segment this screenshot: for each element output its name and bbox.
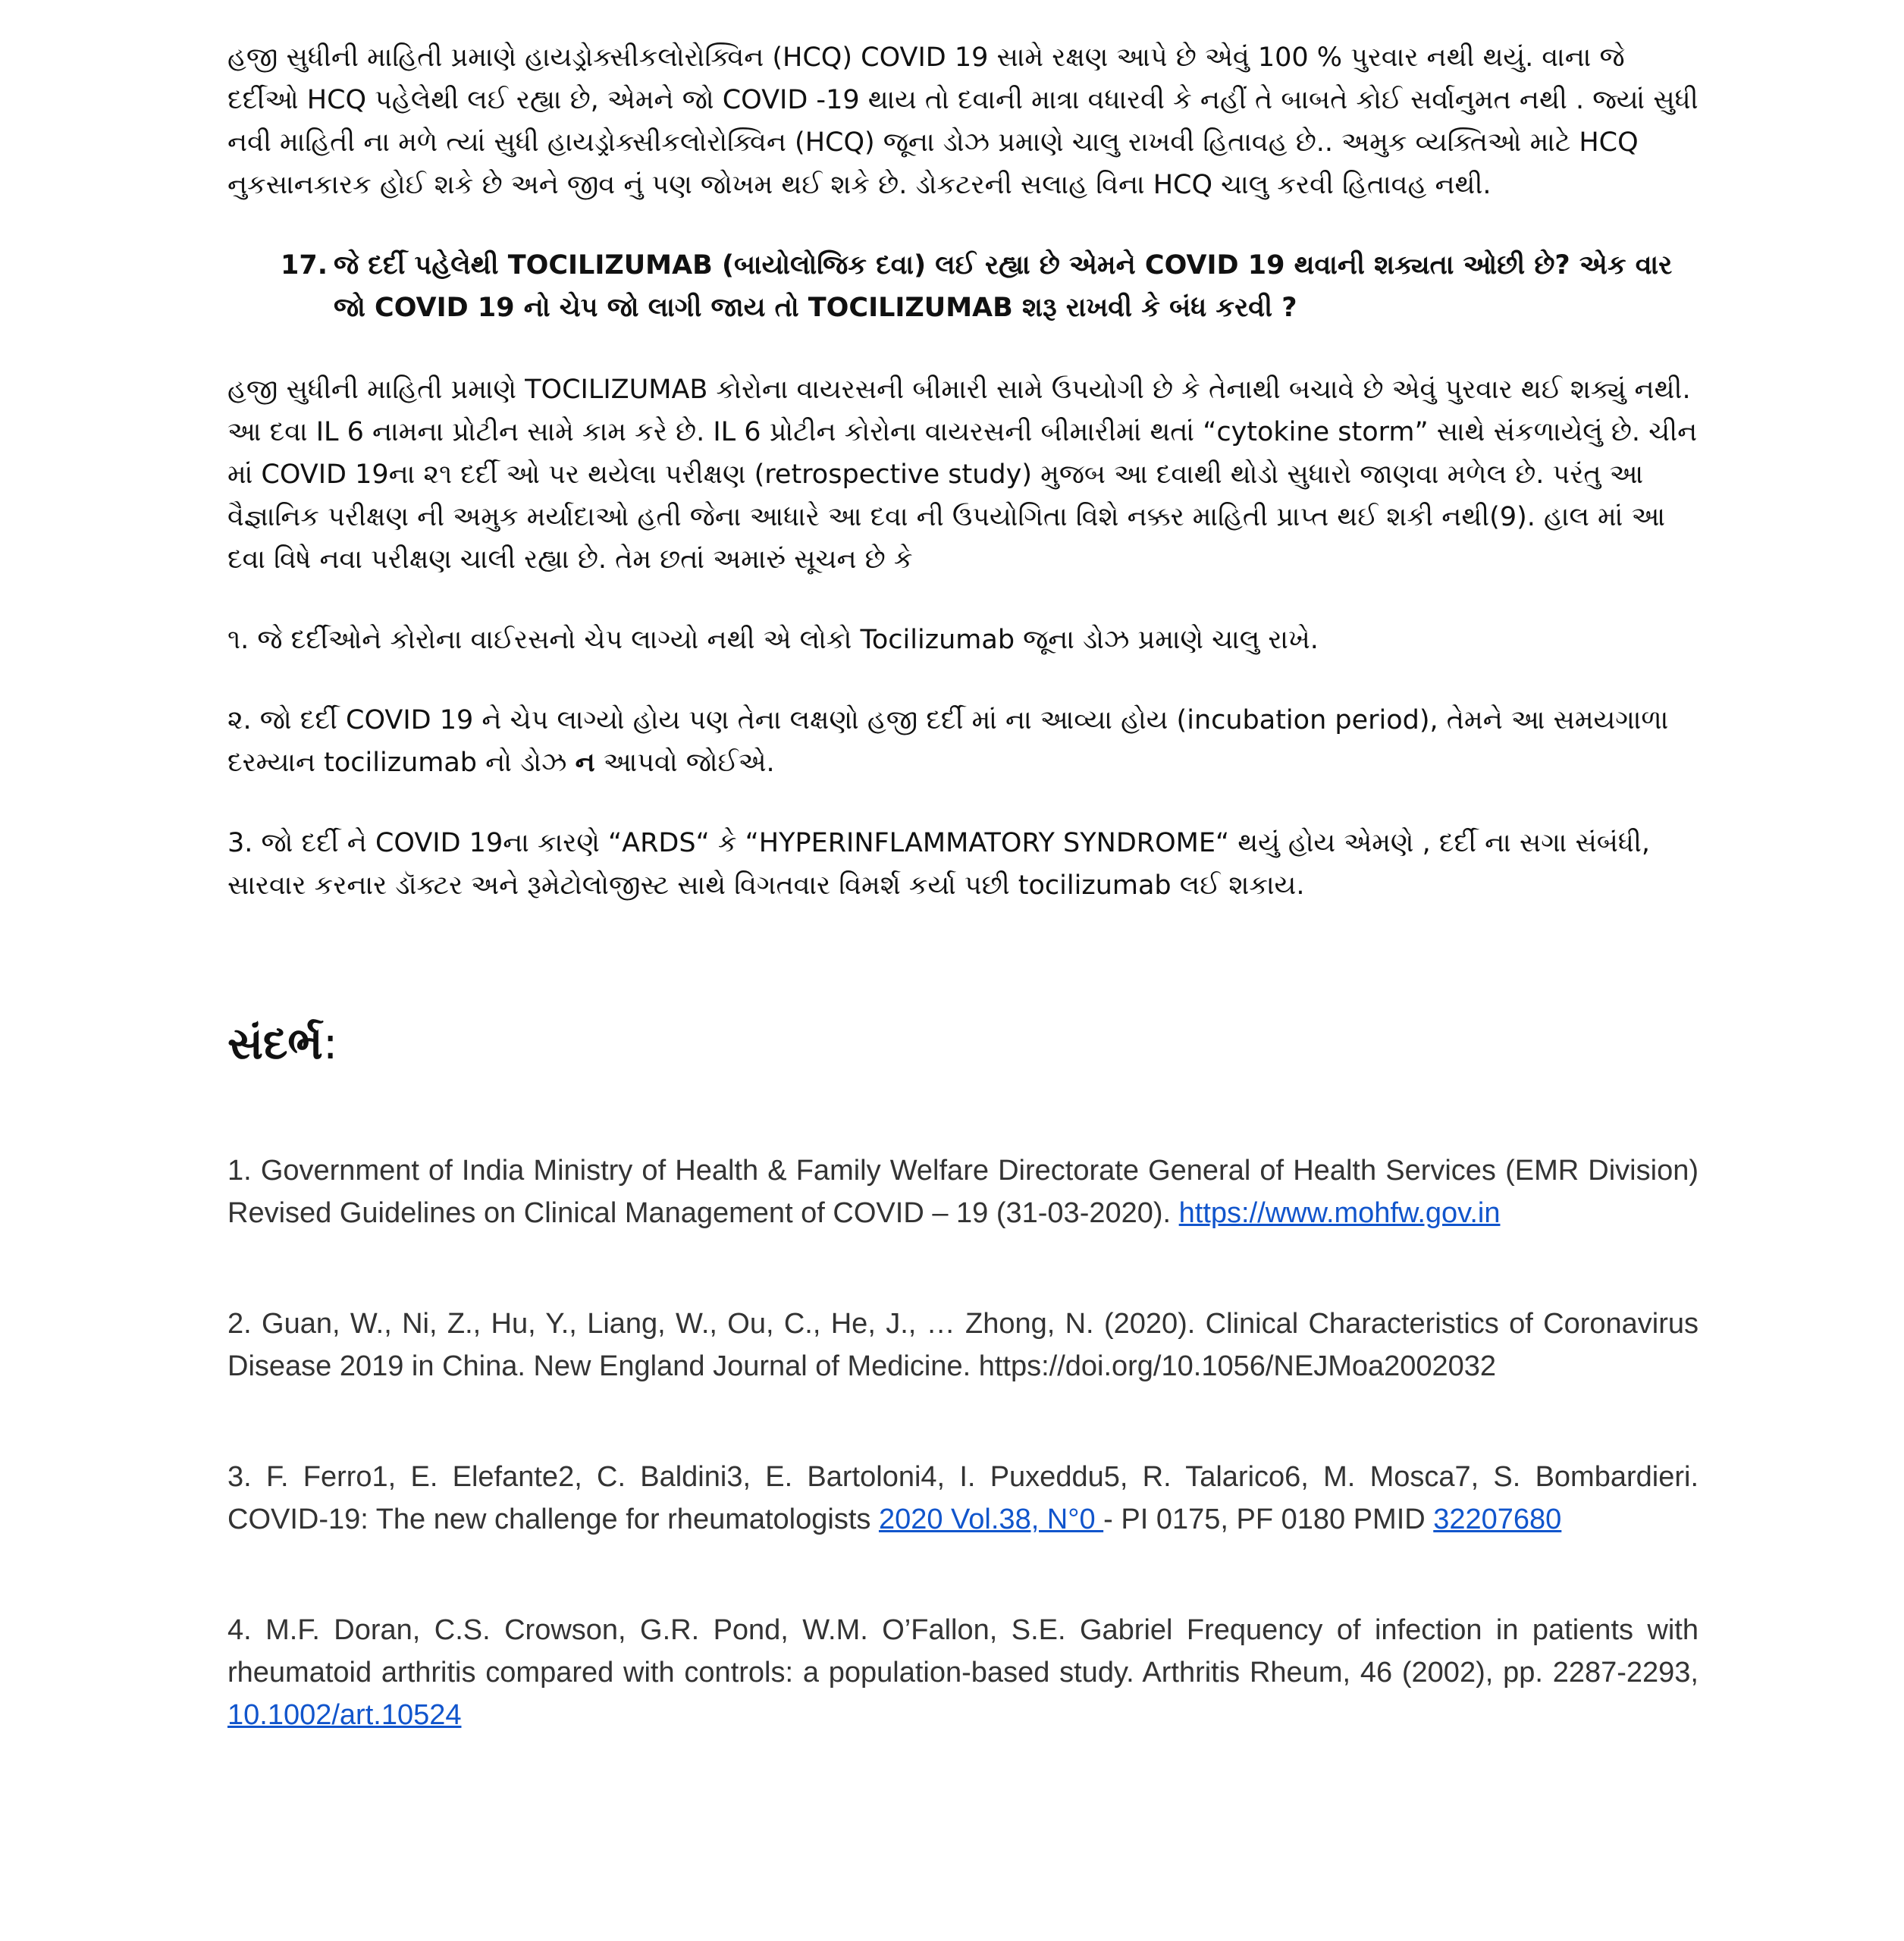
reference-4-text: 4. M.F. Doran, C.S. Crowson, G.R. Pond, W.M. O’Fallon, S.E. Gabriel Frequency of infection in patients with rheumatoid arthritis compared with controls: a population-based study. Arthritis Rheum, 46 (2002), pp. 2287-2293, — [227, 1614, 1699, 1689]
recommendation-item-1: ૧. જે દર્દીઓને કોરોના વાઈરસનો ચેપ લાગ્યો નથી એ લોકો Tocilizumab જૂના ડોઝ પ્રમાણે ચાલુ રાખે. — [227, 625, 1319, 655]
reference-3-pmid-link[interactable]: 32207680 — [1433, 1504, 1562, 1535]
document-page — [227, 36, 1699, 1805]
paragraph-hcq: હજી સુધીની માહિતી પ્રમાણે હાયડ્રોક્સીકલોરોક્વિન (HCQ) COVID 19 સામે રક્ષણ આપે છે એવું 100 % પુરવાર નથી થયું. વાના જે દર્દીઓ HCQ પહેલેથી લઈ રહ્યા છે, એમને જો COVID -19 થાય તો દવાની માત્રા વધારવી કે નહીં તે બાબતે કોઈ સર્વાનુમત નથી . જ્યાં સુધી નવી માહિતી ના મળે ત્યાં સુધી હાયડ્રોક્સીકલોરોક્વિન (HCQ) જૂના ડોઝ પ્રમાણે ચાલુ રાખવી હિતાવહ છે.. અમુક વ્યક્તિઓ માટે HCQ નુકસાનકારક હોઈ શકે છે અને જીવ નું પણ જોખમ થઈ શકે છે. ડોકટરની સલાહ વિના HCQ ચાલુ કરવી હિતાવહ નથી. — [227, 42, 1699, 200]
reference-2-text: 2. Guan, W., Ni, Z., Hu, Y., Liang, W., Ou, C., He, J., … Zhong, N. (2020). Clinical Characteristics of Coronavirus Disease 2019 in China. New England Journal of Medicine. https://doi.org/10.1056/NEJMoa2002032 — [227, 1308, 1699, 1382]
recommendation-item-2-text: ૨. જો દર્દી COVID 19 ને ચેપ લાગ્યો હોય પણ તેના લક્ષણો હજી દર્દી માં ના આવ્યા હોય (incubation period), તેમને આ સમયગાળા દરમ્યાન tocilizumab નો ડોઝ — [227, 705, 1669, 778]
recommendation-item-2-tail: આપવો જોઈએ. — [594, 748, 775, 778]
recommendation-item-3: 3. જો દર્દી ને COVID 19ના કારણે “ARDS“ કે “HYPERINFLAMMATORY SYNDROME“ થયું હોય એમણે , દર્દી ના સગા સંબંધી, સારવાર કરનાર ડૉક્ટર અને રૂમેટોલોજીસ્ટ સાથે વિગતવાર વિમર્શ કર્યા પછી tocilizumab લઈ શકાય. — [227, 828, 1651, 901]
reference-item-4 — [227, 1609, 1699, 1736]
reference-item-3 — [227, 1456, 1699, 1541]
reference-list — [227, 1149, 1699, 1736]
reference-4-doi-link[interactable]: 10.1002/art.10524 — [227, 1699, 462, 1731]
question-17-heading — [227, 244, 1699, 329]
reference-3-text: 3. F. Ferro1, E. Elefante2, C. Baldini3, E. Bartoloni4, I. Puxeddu5, R. Talarico6, M. Mosca7, S. Bombardieri. COVID-19: The new challenge for rheumatologists — [227, 1461, 1699, 1535]
references-heading-colon: : — [322, 1018, 338, 1069]
reference-item-2 — [227, 1303, 1699, 1388]
references-heading — [227, 1013, 1699, 1074]
question-number: 17. — [281, 250, 328, 281]
references-heading-text: સંદર્ભ — [227, 1018, 323, 1069]
reference-3-text-after: - PI 0175, PF 0180 PMID — [1103, 1504, 1434, 1535]
question-text: જે દર્દી પહેલેથી TOCILIZUMAB (બાયોલોજિક દવા) લઈ રહ્યા છે એમને COVID 19 થવાની શક્યતા ઓછી છે? એક વાર જો COVID 19 નો ચેપ જો લાગી જાય તો TOCILIZUMAB શરૂ રાખવી કે બંધ કરવી ? — [334, 250, 1673, 323]
reference-1-link[interactable]: https://www.mohfw.gov.in — [1178, 1197, 1501, 1229]
paragraph-tocilizumab: હજી સુધીની માહિતી પ્રમાણે TOCILIZUMAB કોરોના વાયરસની બીમારી સામે ઉપયોગી છે કે તેનાથી બચાવે છે એવું પુરવાર થઈ શક્યું નથી. આ દવા IL 6 નામના પ્રોટીન સામે કામ કરે છે. IL 6 પ્રોટીન કોરોના વાયરસની બીમારીમાં થતાં “cytokine storm” સાથે સંકળાયેલું છે. ચીન માં COVID 19ના ૨૧ દર્દી ઓ પર થયેલા પરીક્ષણ (retrospective study) મુજબ આ દવાથી થોડો સુધારો જાણવા મળેલ છે. પરંતુ આ વૈજ્ઞાનિક પરીક્ષણ ની અમુક મર્યાદાઓ હતી જેના આધારે આ દવા ની ઉપયોગિતા વિશે નક્કર માહિતી પ્રાપ્ત થઈ શકી નથી(9). હાલ માં આ દવા વિષે નવા પરીક્ષણ ચાલી રહ્યા છે. તેમ છતાં અમારું સૂચન છે કે — [227, 375, 1698, 575]
reference-item-1 — [227, 1149, 1699, 1234]
recommendation-item-2 — [227, 699, 1699, 784]
reference-3-volume-link[interactable]: 2020 Vol.38, N°0 — [878, 1504, 1104, 1535]
recommendation-item-2-emphasis: ન — [575, 748, 595, 778]
reference-1-text: 1. Government of India Ministry of Health & Family Welfare Directorate General of Health Services (EMR Division) Revised Guidelines on Clinical Management of COVID – 19 (31-03-2020). — [227, 1155, 1699, 1229]
